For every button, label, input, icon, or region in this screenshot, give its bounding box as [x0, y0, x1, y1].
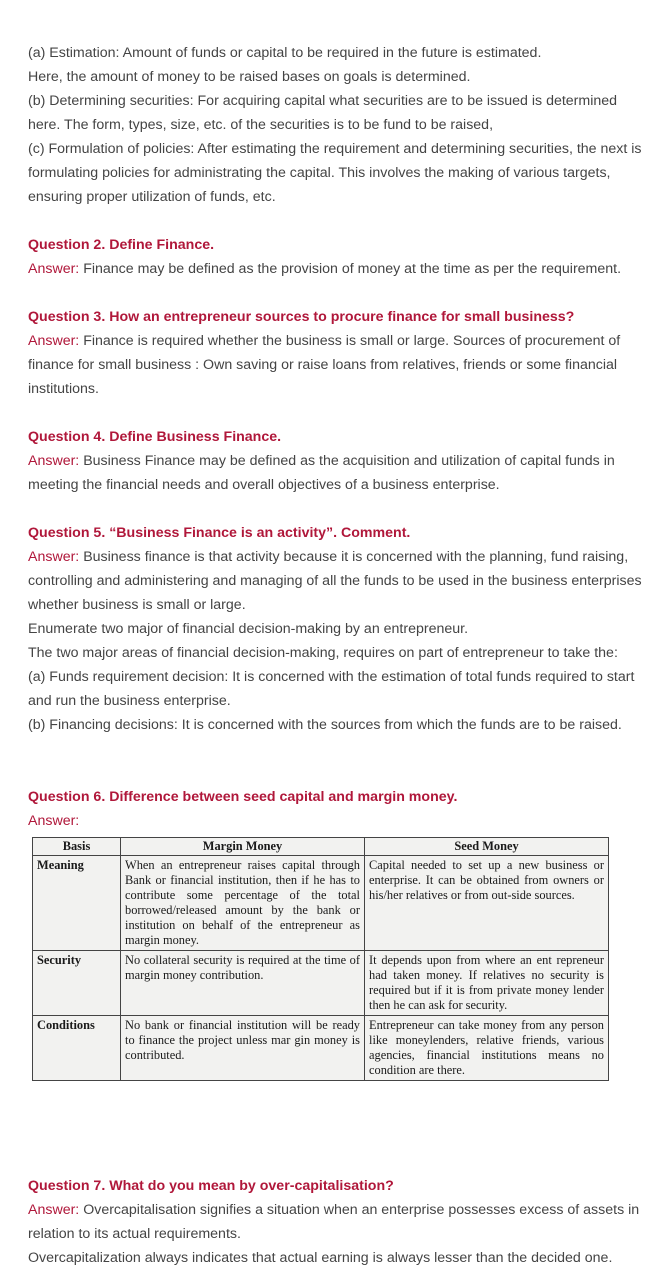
answer-label: Answer: — [28, 333, 80, 349]
comparison-table — [32, 837, 609, 1081]
question-5-heading: Question 5. “Business Finance is an activity”. Comment. — [28, 525, 411, 541]
question-6-heading: Question 6. Difference between seed capital and margin money. — [28, 789, 458, 805]
question-5-extra-4: (b) Financing decisions: It is concerned with the sources from which the funds are to be raised. — [28, 717, 622, 733]
row-margin-money: When an entrepreneur raises capital through Bank or financial institution, then if he has to contribute some percentage of the total borrowed/released amount by the bank or institution on behalf of the entrepreneur as margin money. — [121, 856, 365, 951]
header-basis: Basis — [33, 838, 121, 856]
row-basis: Meaning — [33, 856, 121, 951]
intro-line-a: (a) Estimation: Amount of funds or capital to be required in the future is estimated. — [28, 45, 542, 61]
table-header-row — [33, 838, 609, 856]
intro-line-b: (b) Determining securities: For acquiring capital what securities are to be issued is determined here. The form, types, size, etc. of the securities is to be fund to be raised, — [28, 93, 618, 133]
answer-label: Answer: — [28, 261, 80, 277]
table-row — [33, 1016, 609, 1081]
question-5-extra-2: The two major areas of financial decision-making, requires on part of entrepreneur to take the: — [28, 645, 618, 661]
row-basis: Conditions — [33, 1016, 121, 1081]
header-margin-money: Margin Money — [121, 838, 365, 856]
question-2-answer: Answer: Finance may be defined as the provision of money at the time as per the requirement. — [28, 261, 622, 277]
table-row — [33, 951, 609, 1016]
question-5-extra-3: (a) Funds requirement decision: It is concerned with the estimation of total funds required to start and run the business enterprise. — [28, 669, 635, 709]
intro-line-c: (c) Formulation of policies: After estimating the requirement and determining securities, the next is formulating policies for administrating the capital. This involves the making of various targets, ensuring proper utilization of funds, etc. — [28, 141, 642, 205]
question-7-answer: Answer: Overcapitalisation signifies a situation when an enterprise possesses excess of assets in relation to its actual requirements. — [28, 1202, 640, 1242]
question-5-answer: Answer: Business finance is that activity because it is concerned with the planning, fund raising, controlling and administering and managing of all the funds to be used in the business enterprises whether business is small or large. — [28, 549, 642, 613]
question-4-heading: Question 4. Define Business Finance. — [28, 429, 282, 445]
answer-label: Answer: — [28, 1202, 80, 1218]
question-7-heading: Question 7. What do you mean by over-capitalisation? — [28, 1178, 394, 1194]
question-2-heading: Question 2. Define Finance. — [28, 237, 215, 253]
answer-label: Answer: — [28, 813, 80, 829]
question-4-answer: Answer: Business Finance may be defined as the acquisition and utilization of capital funds in meeting the financial needs and overall objectives of a business enterprise. — [28, 453, 615, 493]
question-5-extra-1: Enumerate two major of financial decision-making by an entrepreneur. — [28, 621, 469, 637]
intro-line-a2: Here, the amount of money to be raised bases on goals is determined. — [28, 69, 471, 85]
row-margin-money: No collateral security is required at the time of margin money contribution. — [121, 951, 365, 1016]
table-row — [33, 856, 609, 951]
row-seed-money: Entrepreneur can take money from any person like moneylenders, relative friends, various agencies, financial institutions means no condition are there. — [365, 1016, 609, 1081]
question-3-heading: Question 3. How an entrepreneur sources to procure finance for small business? — [28, 309, 575, 325]
question-3-answer: Answer: Finance is required whether the business is small or large. Sources of procurement of finance for small business : Own saving or raise loans from relatives, friends or some financial institutions. — [28, 333, 621, 397]
row-margin-money: No bank or financial institution will be ready to finance the project unless mar gin money is contributed. — [121, 1016, 365, 1081]
answer-label: Answer: — [28, 453, 80, 469]
question-7-extra: Overcapitalization always indicates that actual earning is always lesser than the decided one. — [28, 1250, 613, 1266]
row-basis: Security — [33, 951, 121, 1016]
row-seed-money: It depends upon from where an ent repreneur had taken money. If relatives no security is required but if it is from private money lender then he can ask for security. — [365, 951, 609, 1016]
answer-label: Answer: — [28, 549, 80, 565]
header-seed-money: Seed Money — [365, 838, 609, 856]
row-seed-money: Capital needed to set up a new business or enterprise. It can be obtained from owners or his/her relatives or from out-side sources. — [365, 856, 609, 951]
